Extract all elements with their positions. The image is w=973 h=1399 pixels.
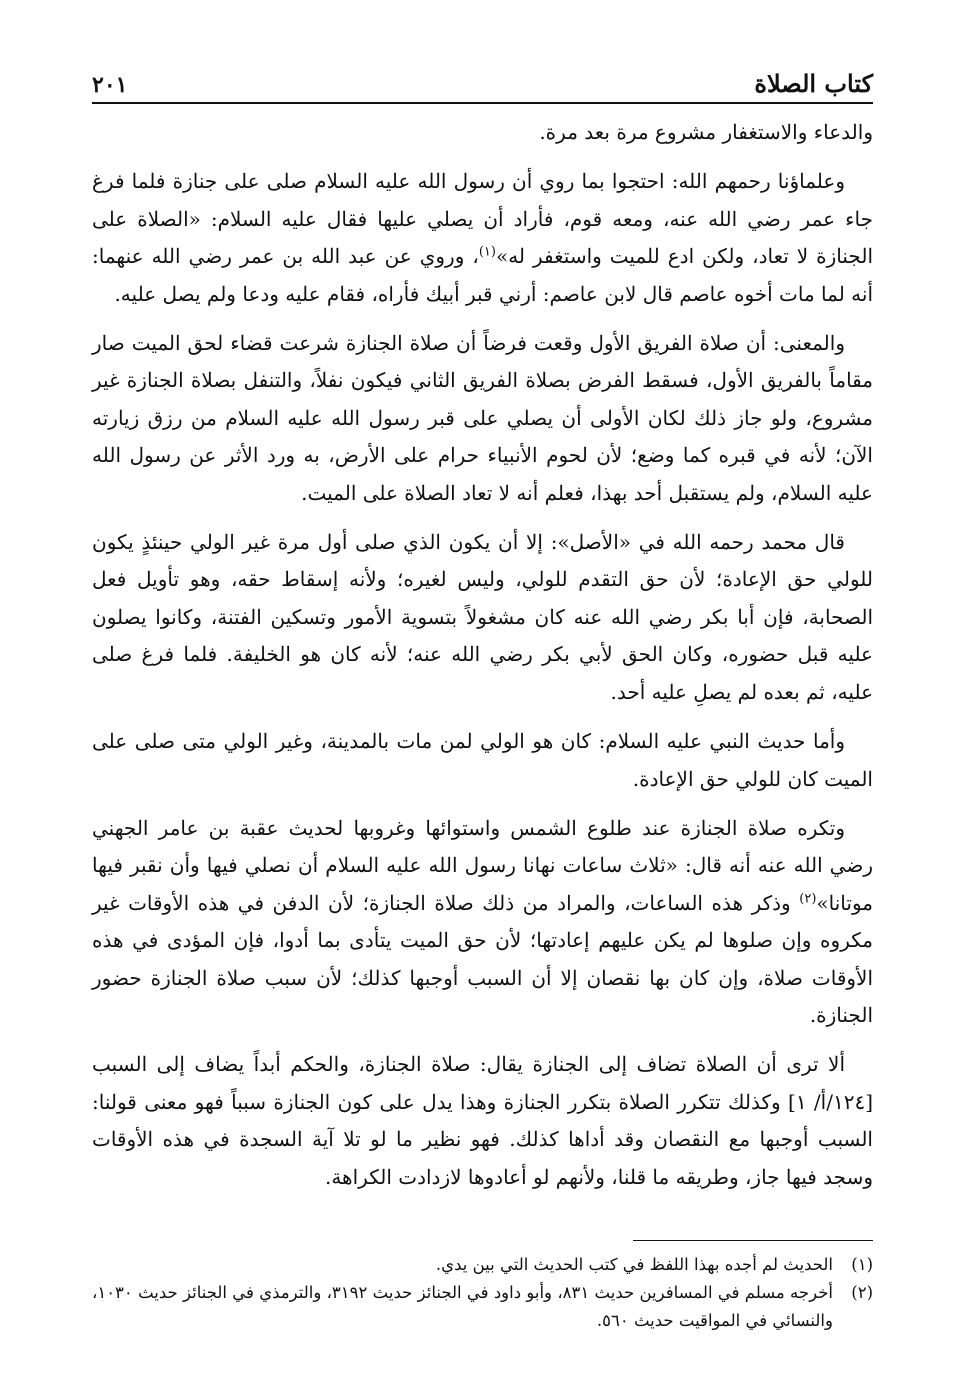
paragraph: والدعاء والاستغفار مشروع مرة بعد مرة. (539, 120, 873, 144)
footnote (92, 1251, 873, 1279)
footnote-text: أخرجه مسلم في المسافرين حديث ٨٣١، وأبو داود في الجنائز حديث ٣١٩٢، والترمذي في الجنائز حديث ١٠٣٠، والنسائي في المواقيت حديث ٥٦٠. (92, 1283, 833, 1330)
paragraph: قال محمد رحمه الله في «الأصل»: إلا أن يكون الذي صلى أول مرة غير الولي حينئذٍ يكون للولي حق الإعادة؛ لأن حق التقدم للولي، وليس لغيره؛ ولأنه إسقاط حقه، وهو تأويل فعل الصحابة، فإن أبا بكر رضي الله عنه كان مشغولاً بتسوية الأمور وتسكين الفتنة، وكانوا يصلون عليه قبل حضوره، وكان الحق لأبي بكر رضي الله عنه؛ لأنه كان هو الخليفة. فلما فرغ صلى عليه، ثم بعده لم يصلِ عليه أحد. (92, 530, 873, 704)
paragraph-text: وذكر هذه الساعات، والمراد من ذلك صلاة الجنازة؛ لأن الدفن في هذه الأوقات غير مكروه وإن صلوها لم يكن عليهم إعادتها؛ لأن حق الميت يتأدى بما أدوا، فإن المؤدى في هذه الأوقات صلاة، وإن كان بها نقصان إلا أن السبب أوجبها كذلك؛ لأن سبب صلاة الجنازة حضور الجنازة. (92, 890, 873, 1027)
page-number: ٢٠١ (92, 72, 128, 98)
footnotes (92, 1240, 873, 1335)
footnote-ref: (١) (478, 244, 496, 260)
paragraph-text: ، وروي عن عبد الله بن عمر رضي الله عنهما: أنه لما مات أخوه عاصم قال لابن عاصم: أرني قبر أبيك فأراه، فقام عليه ودعا ولم يصل عليه. (92, 244, 873, 306)
chapter-title: كتاب الصلاة (754, 69, 873, 98)
main-text (92, 114, 873, 1208)
footnote (92, 1279, 873, 1335)
paragraph: ألا ترى أن الصلاة تضاف إلى الجنازة يقال: صلاة الجنازة، والحكم أبداً يضاف إلى السبب [١٢٤/أ/ ١] وكذلك تتكرر الصلاة بتكرر الجنازة وهذا يدل على كون الجنازة سبباً فهو معنى قولنا: السبب أوجبها مع النقصان وقد أداها كذلك. فهو نظير ما لو تلا آية السجدة في هذه الأوقات وسجد فيها جاز، وطريقه ما قلنا، ولأنهم لو أعادوها لازدادت الكراهة. (92, 1052, 874, 1189)
paragraph-text: وعلماؤنا رحمهم الله: احتجوا بما روي أن رسول الله عليه السلام صلى على جنازة فلما فرغ جاء عمر رضي الله عنه، ومعه قوم، فأراد أن يصلي عليها فقال عليه السلام: «الصلاة على الجنازة لا تعاد، ولكن ادع للميت واستغفر له» (92, 169, 873, 269)
footnote-divider (633, 1240, 873, 1241)
footnote-text: الحديث لم أجده بهذا اللفظ في كتب الحديث التي بين يدي. (435, 1255, 833, 1274)
paragraph (92, 163, 873, 313)
footnote-ref: (٢) (799, 891, 817, 907)
paragraph (92, 810, 873, 1034)
footnote-number: (١) (851, 1255, 873, 1274)
paragraph: والمعنى: أن صلاة الفريق الأول وقعت فرضاً أن صلاة الجنازة شرعت قضاء لحق الميت صار مقاماً بالفريق الأول، فسقط الفرض بصلاة الفريق الثاني فيكون نفلاً، والتنفل بصلاة الجنازة غير مشروع، ولو جاز ذلك لكان الأولى أن يصلي على قبر رسول الله عليه السلام من رزق زيارته الآن؛ لأنه في قبره كما وضع؛ لأن لحوم الأنبياء حرام على الأرض، به ورد الأثر عن رسول الله عليه السلام، ولم يستقبل أحد بهذا، فعلم أنه لا تعاد الصلاة على الميت. (92, 331, 874, 505)
paragraph-text: وتكره صلاة الجنازة عند طلوع الشمس واستوائها وغروبها لحديث عقبة بن عامر الجهني رضي الله عنه أنه قال: «ثلاث ساعات نهانا رسول الله عليه السلام أن نصلي فيها وأن نقبر فيها موتانا» (92, 815, 873, 915)
running-header (92, 58, 873, 104)
paragraph: وأما حديث النبي عليه السلام: كان هو الولي لمن مات بالمدينة، وغير الولي متى صلى على الميت كان للولي حق الإعادة. (92, 729, 873, 791)
footnote-number: (٢) (851, 1283, 873, 1302)
